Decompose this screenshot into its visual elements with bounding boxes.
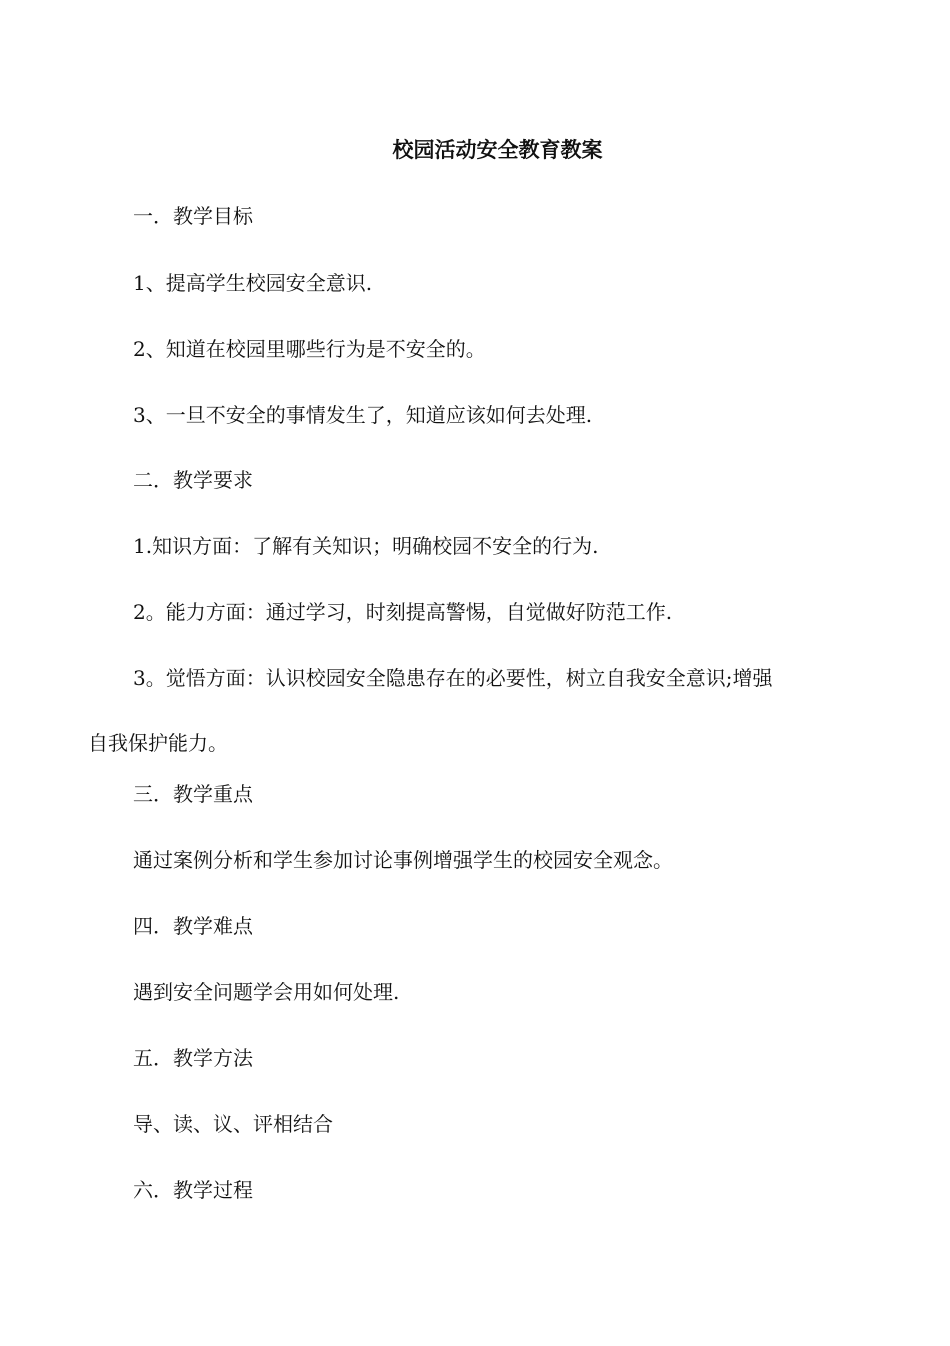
section-heading-process: 六．教学过程 [133, 1178, 253, 1202]
objective-item-1: 1、提高学生校园安全意识. [133, 271, 373, 295]
methods-text: 导、读、议、评相结合 [133, 1112, 333, 1136]
difficulties-text: 遇到安全问题学会用如何处理. [133, 980, 400, 1004]
requirement-item-2: 2。能力方面：通过学习，时刻提高警惕，自觉做好防范工作. [133, 600, 673, 624]
requirement-item-3-line-2: 自我保护能力。 [88, 731, 228, 755]
document-title: 校园活动安全教育教案 [392, 137, 603, 162]
section-heading-methods: 五．教学方法 [133, 1046, 253, 1070]
section-heading-key-points: 三．教学重点 [133, 782, 253, 806]
requirement-item-3 [88, 661, 868, 760]
requirement-item-1: 1.知识方面：了解有关知识；明确校园不安全的行为. [133, 534, 599, 558]
key-points-text: 通过案例分析和学生参加讨论事例增强学生的校园安全观念。 [133, 848, 673, 872]
section-heading-requirements: 二．教学要求 [133, 468, 253, 492]
objective-item-2: 2、知道在校园里哪些行为是不安全的。 [133, 337, 486, 361]
section-heading-difficulties: 四．教学难点 [133, 914, 253, 938]
section-heading-objectives: 一．教学目标 [133, 204, 253, 228]
objective-item-3: 3、一旦不安全的事情发生了，知道应该如何去处理. [133, 403, 593, 427]
requirement-item-3-line-1: 3。觉悟方面：认识校园安全隐患存在的必要性，树立自我安全意识;增强 [133, 666, 773, 690]
